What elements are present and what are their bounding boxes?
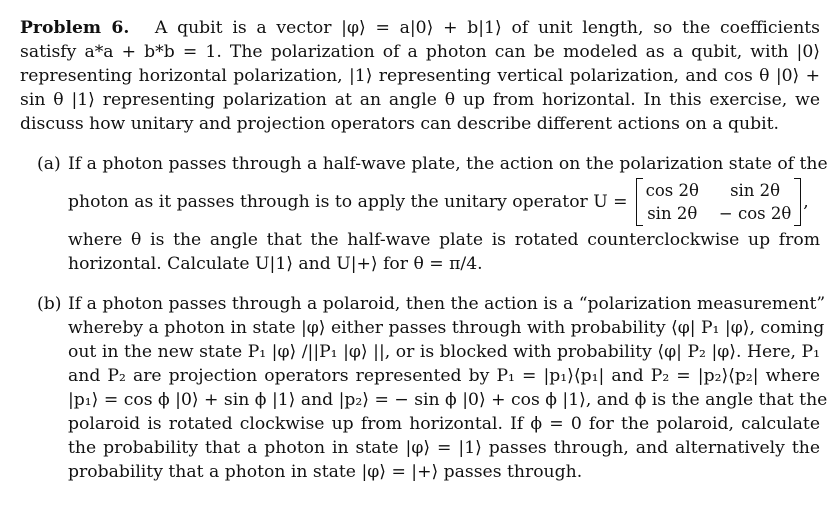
part-a-marker: (a) [37, 154, 61, 174]
unitary-matrix [636, 178, 802, 226]
part-a-line-1: If a photon passes through a half-wave plate, the action on the polarization state of the [68, 154, 828, 174]
matrix-left-bracket [636, 178, 643, 226]
matrix-cell-21: sin 2θ [647, 204, 698, 223]
part-a-line-4: horizontal. Calculate U|1⟩ and U|+⟩ for θ = π/4. [68, 254, 483, 274]
part-a-line-3: where θ is the angle that the half-wave plate is rotated counterclockwise up from [68, 230, 820, 250]
problem-document [20, 16, 828, 484]
part-b-line-6: polaroid is rotated clockwise up from horizontal. If ϕ = 0 for the polaroid, calculate [68, 414, 820, 434]
matrix-cell-22: − cos 2θ [718, 204, 792, 223]
matrix-cell-12: sin 2θ [730, 181, 781, 200]
part-b-line-5: |p₁⟩ = cos ϕ |0⟩ + sin ϕ |1⟩ and |p₂⟩ = − sin ϕ |0⟩ + cos ϕ |1⟩, and ϕ is the angle that the [68, 390, 828, 410]
matrix-right-bracket [794, 178, 801, 226]
intro-line-2: satisfy a*a + b*b = 1. The polarization of a photon can be modeled as a qubit, with |0⟩ [20, 42, 820, 62]
intro-line-1 [20, 16, 820, 40]
part-b [20, 292, 828, 484]
part-b-line-8: probability that a photon in state |φ⟩ = |+⟩ passes through. [68, 462, 583, 482]
problem-intro [20, 16, 820, 136]
intro-line-4: sin θ |1⟩ representing polarization at an angle θ up from horizontal. In this exercise, we [20, 90, 820, 110]
part-a-matrix-intro: photon as it passes through is to apply the unitary operator U = [68, 192, 628, 212]
part-a [20, 152, 828, 276]
intro-line-3: representing horizontal polarization, |1⟩ representing vertical polarization, and cos θ |0⟩ + [20, 66, 820, 86]
intro-line-5: discuss how unitary and projection operators can describe different actions on a qubit. [20, 114, 779, 134]
problem-label: Problem 6. [20, 18, 130, 38]
part-b-line-2: whereby a photon in state |φ⟩ either passes through with probability ⟨φ| P₁ |φ⟩, coming [68, 318, 825, 338]
part-b-marker: (b) [37, 294, 62, 314]
matrix-cell-11: cos 2θ [645, 181, 699, 200]
part-b-line-7: the probability that a photon in state |φ⟩ = |1⟩ passes through, and alternatively the [68, 438, 820, 458]
part-a-matrix-line [68, 176, 820, 228]
intro-line-1-text: A qubit is a vector |φ⟩ = a|0⟩ + b|1⟩ of unit length, so the coefficients [154, 18, 820, 38]
part-b-line-1: If a photon passes through a polaroid, then the action is a “polarization measurement” [68, 294, 826, 314]
part-b-line-3: out in the new state P₁ |φ⟩ /||P₁ |φ⟩ ||, or is blocked with probability ⟨φ| P₂ |φ⟩. Here, P₁ [68, 342, 820, 362]
matrix-grid [643, 178, 795, 226]
part-b-line-4: and P₂ are projection operators represented by P₁ = |p₁⟩⟨p₁| and P₂ = |p₂⟩⟨p₂| where [68, 366, 820, 386]
matrix-trailing-comma: , [803, 192, 809, 212]
